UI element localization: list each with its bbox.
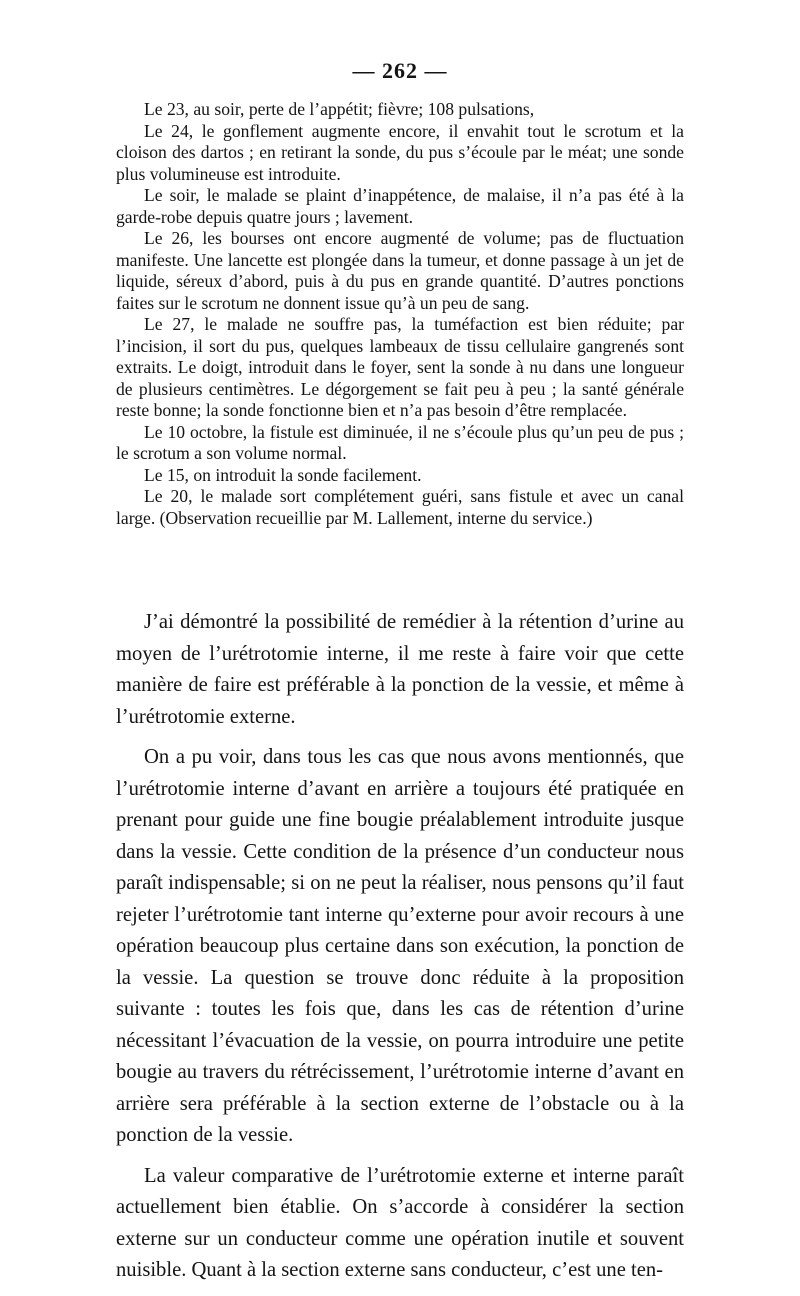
observation-text [116,99,684,529]
page-number: — 262 — [352,58,448,83]
main-text [116,607,684,1296]
observation-paragraph: Le 24, le gonflement augmente encore, il envahit tout le scrotum et la cloison des dartos ; en retirant la sonde, du pus s’écoule par le méat; une sonde plus volumineuse est introduite. [116,120,684,184]
observation-paragraph: Le soir, le malade se plaint d’inappétence, de malaise, il n’a pas été à la garde-robe depuis quatre jours ; lavement. [116,185,684,227]
body-paragraph: La valeur comparative de l’urétrotomie externe et interne paraît actuellement bien établie. On s’accorde à considérer la section externe sur un conducteur comme une opération inutile et souvent nuisible. Quant à la section externe sans conducteur, c’est une ten- [116,1164,684,1281]
observation-paragraph: Le 27, le malade ne souffre pas, la tuméfaction est bien réduite; par l’incision, il sort du pus, quelques lambeaux de tissu cellulaire gangrenés sont extraits. Le doigt, introduit dans le foyer, sent la sonde à nu dans une longueur de plusieurs centimètres. Le dégorgement se fait peu à peu ; la santé générale reste bonne; la sonde fonctionne bien et n’a pas besoin d’être remplacée. [116,314,684,420]
observation-paragraph: Le 15, on introduit la sonde facilement. [144,464,422,485]
body-paragraph: J’ai démontré la possibilité de remédier à la rétention d’urine au moyen de l’urétrotomie interne, il me reste à faire voir que cette manière de faire est préférable à la ponction de la vessie, et même à l’urétrotomie externe. [116,611,684,728]
observation-paragraph: Le 10 octobre, la fistule est diminuée, il ne s’écoule plus qu’un peu de pus ; le scrotum a son volume normal. [116,421,684,463]
observation-paragraph: Le 23, au soir, perte de l’appétit; fièvre; 108 pulsations, [144,99,535,119]
observation-paragraph: Le 20, le malade sort complétement guéri, sans fistule et avec un canal large. (Observation recueillie par M. Lallement, interne du service.) [116,486,684,528]
body-paragraph: On a pu voir, dans tous les cas que nous avons mentionnés, que l’urétrotomie interne d’avant en arrière a toujours été pratiquée en prenant pour guide une fine bougie préalablement introduite jusque dans la vessie. Cette condition de la présence d’un conducteur nous paraît indispensable; si on ne peut la réaliser, nous pensons qu’il faut rejeter l’urétrotomie tant interne qu’externe pour avoir recours à une opération beaucoup plus certaine dans son exécution, la ponction de la vessie. La question se trouve donc réduite à la proposition suivante : toutes les fois que, dans les cas de rétention d’urine nécessitant l’évacuation de la vessie, on pourra introduire une petite bougie au travers du rétrécissement, l’urétrotomie interne d’avant en arrière sera préférable à la section externe de l’obstacle ou à la ponction de la vessie. [116,746,684,1146]
observation-paragraph: Le 26, les bourses ont encore augmenté de volume; pas de fluctuation manifeste. Une lancette est plongée dans la tumeur, et donne passage à un jet de liquide, séreux d’abord, puis à du pus en grande quantité. D’autres ponctions faites sur le scrotum ne donnent issue qu’à un peu de sang. [116,228,684,313]
